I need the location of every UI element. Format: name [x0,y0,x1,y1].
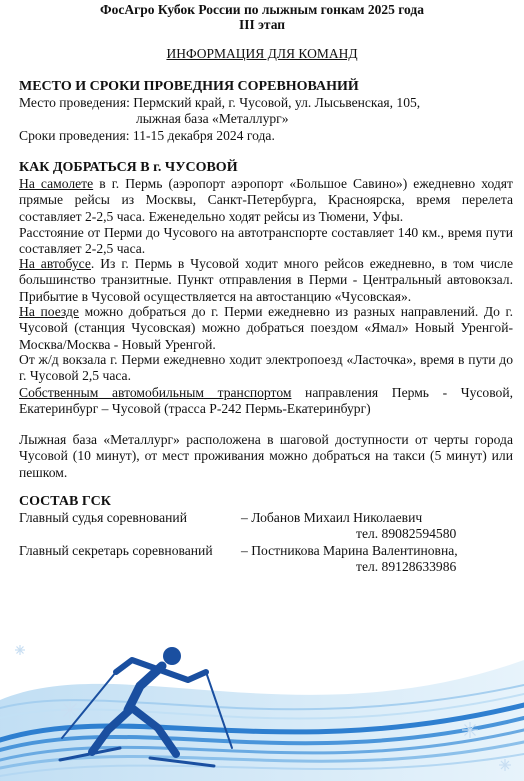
plane-label: На самолете [19,176,94,191]
travel-electric: От ж/д вокзала г. Перми ежедневно ходит электропоезд «Ласточка», время в пути до г. Чусовой 2,5 часа. [19,352,513,384]
travel-base: Лыжная база «Металлург» расположена в шаговой доступности от черты города Чусовой (10 минут), от мест проживания можно добраться на такси (5 минут) или пешком. [19,432,513,480]
gsk-role-1: Главный судья соревнований [19,510,187,525]
travel-plane [19,176,513,225]
car-label: Собственным автомобильным транспортом [19,385,292,400]
train-text: можно добраться до г. Перми ежедневно из разных направлений. До г. Чусовой (станция Чусовская) можно добраться поездом «Ямал» Новый Уренгой-Москва/Москва - Новый Уренгой. [19,304,513,352]
travel-distance: Расстояние от Перми до Чусового на автотранспорте составляет 140 км., время пути составляет 2-2,5 часа. [19,225,513,257]
gsk-phone-1: тел. 89082594580 [356,526,457,541]
gsk-heading: СОСТАВ ГСК [19,494,111,509]
plane-text: в г. Пермь (аэропорт аэропорт «Большое Савино») ежедневно ходят прямые рейсы из Москвы, Санкт-Петербурга, Красноярска, время перелета составляет 2-2,5 часа. Еженедельно ходят рейсы из Тюмени, Уфы. [19,176,513,224]
gsk-phone-2: тел. 89128633986 [356,559,457,574]
document-title: ФосАгро Кубок России по лыжным гонкам 2025 года [100,2,424,17]
travel-bus [19,256,513,305]
gsk-name-1: – Лобанов Михаил Николаевич [241,510,423,525]
train-label: На поезде [19,304,79,319]
venue-heading: МЕСТО И СРОКИ ПРОВЕДНИЯ СОРЕВНОВАНИЙ [19,79,359,94]
travel-car [19,385,513,418]
travel-heading: КАК ДОБРАТЬСЯ В г. ЧУСОВОЙ [19,160,238,175]
car-text: направления Пермь - Чусовой, Екатеринбург – Чусовой (трасса Р-242 Пермь-Екатеринбург) [19,385,513,417]
gsk-role-2: Главный секретарь соревнований [19,543,213,558]
info-title: ИНФОРМАЦИЯ ДЛЯ КОМАНД [166,46,358,61]
gsk-name-2: – Постникова Марина Валентиновна, [241,543,458,558]
stage-label: III этап [238,17,286,32]
venue-place-line2: лыжная база «Металлург» [136,111,289,126]
skier-banner-art [0,590,524,781]
venue-dates: Сроки проведения: 11-15 декабря 2024 года. [19,128,275,143]
venue-place: Место проведения: Пермский край, г. Чусовой, ул. Лысьвенская, 105, [19,95,421,110]
travel-train [19,304,513,353]
bus-label: На автобусе [19,256,91,271]
bus-text: . Из г. Пермь в Чусовой ходит много рейсов ежедневно, в том числе большинство транзитные. Пункт отправления в Перми - Центральный автовокзал. Прибытие в Чусовой осуществляется на автостанцию «Чусовская». [19,256,513,304]
